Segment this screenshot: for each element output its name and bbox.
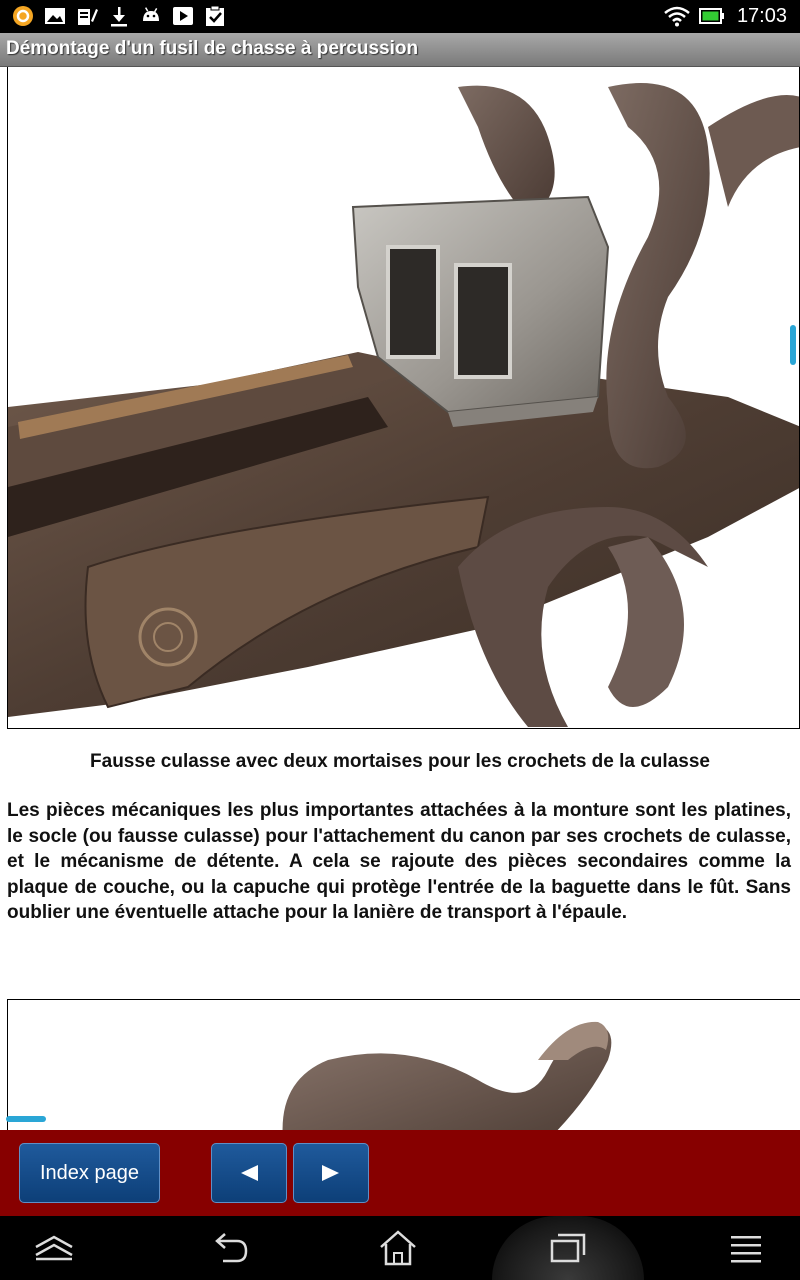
system-nav-bar (0, 1216, 800, 1280)
home-button[interactable] (366, 1216, 430, 1280)
index-page-button[interactable] (19, 1143, 160, 1203)
figure-caption: Fausse culasse avec deux mortaises pour les crochets de la culasse (90, 751, 710, 772)
figure-hammer-photo (7, 999, 800, 1130)
triangle-right-icon (320, 1162, 342, 1184)
article-paragraph: Les pièces mécaniques les plus importantes attachées à la monture sont les platines, le socle (ou fausse culasse) pour l'attachement du canon par ses crochets de culasse, et le mécanisme de détente. A cela se rajoute des pièces secondaires comme la plaque de couche, ou la capuche qui protège l'entrée de la baguette dans le fût. Sans oublier une éventuelle attache pour la lanière de transport à l'épaule. (7, 800, 791, 923)
android-icon (140, 5, 162, 27)
menu-button[interactable] (714, 1216, 778, 1280)
download-icon (108, 5, 130, 27)
play-store-icon (172, 5, 194, 27)
battery-icon (699, 5, 725, 27)
document-edit-icon (76, 5, 98, 27)
next-page-button[interactable] (293, 1143, 369, 1203)
clipboard-check-icon (204, 5, 226, 27)
status-bar (0, 0, 800, 33)
menu-icon (729, 1233, 763, 1263)
figure-false-breech-photo (7, 67, 800, 729)
horizontal-scroll-indicator (6, 1116, 46, 1122)
app-circle-icon (12, 5, 34, 27)
recent-apps-button[interactable] (536, 1216, 600, 1280)
index-page-label: Index page (40, 1161, 139, 1184)
clock: 17:03 (736, 5, 787, 27)
gun-breech-image (8, 67, 800, 729)
collapse-icon (33, 1233, 75, 1263)
title-bar (0, 33, 800, 67)
vertical-scroll-indicator (790, 325, 796, 365)
bottom-toolbar (0, 1130, 800, 1216)
home-icon (378, 1229, 418, 1267)
page-title: Démontage d'un fusil de chasse à percussion (6, 38, 419, 59)
collapse-button[interactable] (22, 1216, 86, 1280)
image-icon (44, 5, 66, 27)
wifi-icon (664, 5, 690, 27)
article-content[interactable] (0, 67, 800, 1130)
gun-hammer-image (8, 1000, 800, 1130)
back-button[interactable] (197, 1216, 261, 1280)
back-icon (209, 1231, 249, 1265)
recent-apps-icon (548, 1231, 588, 1265)
previous-page-button[interactable] (211, 1143, 287, 1203)
triangle-left-icon (238, 1162, 260, 1184)
